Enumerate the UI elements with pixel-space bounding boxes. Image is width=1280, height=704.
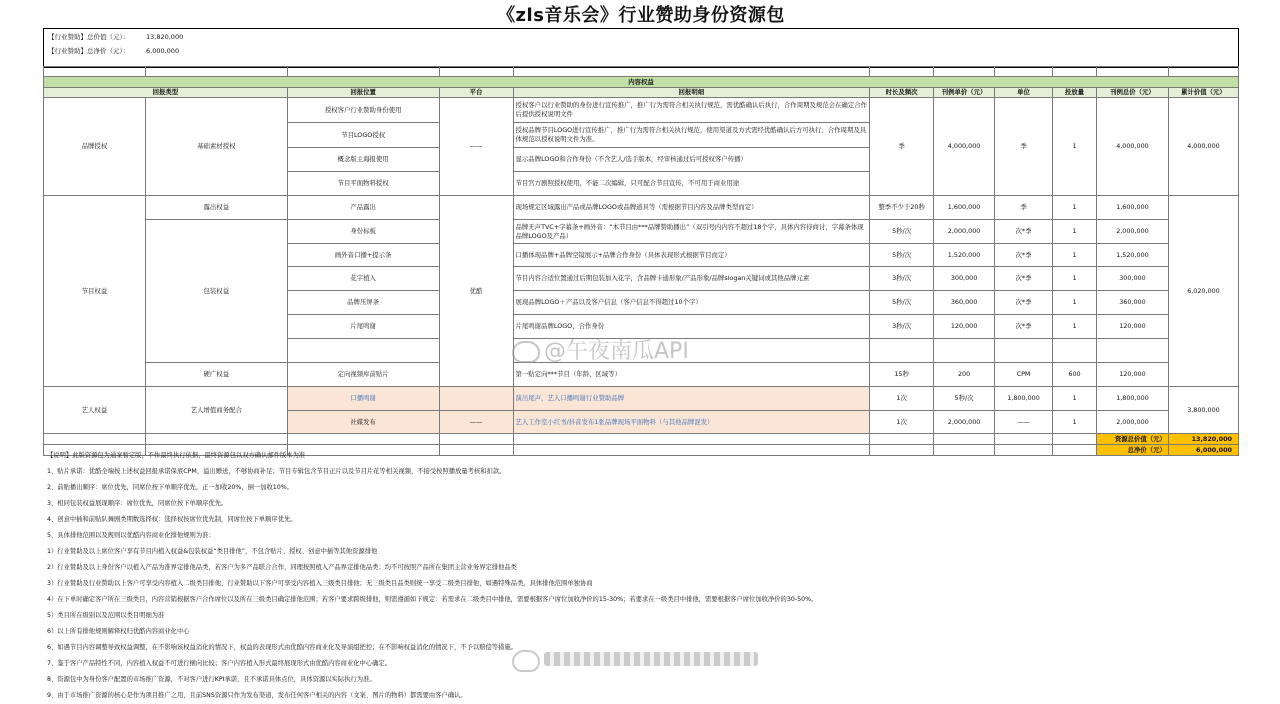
unit: 次*季	[995, 267, 1053, 291]
header-detail: 回报明细	[513, 88, 870, 98]
summary-net-price	[48, 46, 180, 56]
note-line: 3、相同包装权益展现顺序：席位优先，同席位按下单顺序优先。	[47, 500, 228, 507]
quantity: 1	[1053, 387, 1097, 411]
return-detail: 片尾鸣谢品牌LOGO、合作身份	[513, 315, 870, 339]
unit-price: 4,000,000	[934, 98, 995, 196]
section-title: 内容权益	[44, 77, 1239, 88]
quantity: 1	[1053, 98, 1097, 196]
return-detail: 品牌无声TVC+字幕条+画外音：“本节目由***品牌赞助播出”（双引号内内容不超过18个字，具体内容待商讨，字幕条体现品牌LOGO及产品）	[513, 220, 870, 244]
unit: 次*季	[995, 315, 1053, 339]
blurred-watermark	[512, 648, 760, 670]
return-type: 节目权益	[44, 196, 146, 387]
unit: ——	[995, 411, 1053, 434]
cumulative-value: 4,000,000	[1168, 98, 1238, 196]
net-total-value: 6,000,000	[1168, 445, 1238, 456]
return-subtype: 艺人增值商务配合	[145, 387, 287, 434]
header-row	[44, 88, 1239, 98]
duration: 1次	[870, 411, 934, 434]
return-type: 艺人权益	[44, 387, 146, 434]
total-row	[44, 434, 1239, 445]
return-position	[287, 339, 439, 363]
return-detail: 显示品牌LOGO和合作身份（不含艺人/选手版本，经审核通过后可授权客户传播）	[513, 148, 870, 172]
return-position: 概念版主海报使用	[287, 148, 439, 172]
duration: 3秒/次	[870, 315, 934, 339]
unit-price	[934, 339, 995, 363]
return-subtype: 包装权益	[145, 220, 287, 363]
total-price: 300,000	[1096, 267, 1168, 291]
page-title: 《zls音乐会》行业赞助身份资源包	[497, 5, 785, 26]
return-detail: 第一贴定向***节目（年龄、区域等）	[513, 363, 870, 387]
unit: CPM	[995, 363, 1053, 387]
net-total-label: 总净价（元）	[1096, 445, 1168, 456]
return-subtype: 基础素材授权	[145, 98, 287, 196]
header-unit-price: 刊例单价（元）	[934, 88, 995, 98]
summary-box	[43, 28, 1239, 68]
platform: ——	[439, 98, 513, 196]
table-row	[44, 387, 1239, 411]
quantity: 1	[1053, 220, 1097, 244]
note-line: 6）以上所有排他规则解释权归优酷内容商业化中心	[47, 628, 190, 635]
return-position: 社媒发布	[287, 411, 439, 434]
quantity: 1	[1053, 411, 1097, 434]
note-line: 2、前贴播出顺序：席位优先，同席位按下单顺序优先，正一加收20%，倒一加收10%。	[47, 484, 294, 491]
note-line: 3）行业赞助及行业赞助以上客户可享受内容植入二级类目排他、行业赞助以下客户可享受内容植入三级类目排他；无三级类目品类则统一享受二级类目排他，如遇特殊品类，具体排他范围单独协商	[47, 580, 593, 587]
return-type: 品牌授权	[44, 98, 146, 196]
note-line: 9、由于市场推广资源的核心是作为项目推广之用，且前SNS资源只作为发布渠道，发布任何客户相关的内容（文案、图片的物料）都需要由客户确认。	[47, 692, 467, 699]
duration: 5秒/次	[870, 291, 934, 315]
total-price: 1,800,000	[1096, 387, 1168, 411]
unit-price: 5秒/次	[934, 387, 995, 411]
header-duration: 时长及频次	[870, 88, 934, 98]
return-position: 花字植入	[287, 267, 439, 291]
header-return-type: 回报类型	[44, 88, 288, 98]
return-position: 口播鸣谢	[287, 387, 439, 411]
note-line: 【说明】此版资源包为通案暂定版，不作最终执行依据，最终资源包以双方确认邮件版本为准	[47, 452, 306, 459]
duration: 3秒/次	[870, 267, 934, 291]
summary-label: 【行业赞助】总净价（元）：	[48, 47, 130, 55]
quantity: 600	[1053, 363, 1097, 387]
unit-price: 300,000	[934, 267, 995, 291]
unit: 次*季	[995, 291, 1053, 315]
header-cumulative: 累计价值（元）	[1168, 88, 1238, 98]
weibo-icon	[512, 650, 540, 672]
platform	[439, 387, 513, 411]
return-subtype: 露出权益	[145, 196, 287, 220]
unit: 1,800,000	[995, 387, 1053, 411]
duration: 季	[870, 98, 934, 196]
quantity: 1	[1053, 315, 1097, 339]
return-position: 授权客户行业赞助身份使用	[287, 98, 439, 123]
header-position: 回报位置	[287, 88, 439, 98]
unit-price: 1,520,000	[934, 244, 995, 267]
return-detail: 口播体现品牌+品牌空镜展示+品牌合作身份（具体表现形式根据节目而定）	[513, 244, 870, 267]
table-row	[44, 196, 1239, 220]
grand-total-label: 资源总价值（元）	[1096, 434, 1168, 445]
total-price: 2,000,000	[1096, 411, 1168, 434]
quantity: 1	[1053, 244, 1097, 267]
return-detail: 展现品牌LOGO＋产品以及客户信息（客户信息不得超过10个字）	[513, 291, 870, 315]
grand-total-value: 13,820,000	[1168, 434, 1238, 445]
header-qty: 投放量	[1053, 88, 1097, 98]
return-detail: 授权客户以行业赞助的身份进行宣传推广，推广行为需符合相关执行规范，需优酷确认后执行，合作周期及规范会在确定合作后提供授权说明文件	[513, 98, 870, 123]
return-detail: 节目内容合适位置通过后期包装加入花字，含品牌卡通形象/产品形象/品牌slogan关键词或其他品牌元素	[513, 267, 870, 291]
duration	[870, 339, 934, 363]
return-position: 节目平面物料授权	[287, 172, 439, 196]
summary-total-value	[48, 32, 184, 42]
duration: 15秒	[870, 363, 934, 387]
unit: 季	[995, 196, 1053, 220]
return-detail: 演出尾声，艺人口播鸣谢行业赞助品牌	[513, 387, 870, 411]
unit-price: 1,600,000	[934, 196, 995, 220]
rights-table	[43, 66, 1239, 456]
table-row	[44, 98, 1239, 123]
header-total: 刊例总价（元）	[1096, 88, 1168, 98]
return-subtype: 硬广权益	[145, 363, 287, 387]
cumulative-value: 3,800,000	[1168, 387, 1238, 434]
table-row	[44, 363, 1239, 387]
unit-price: 200	[934, 363, 995, 387]
return-position: 片尾鸣谢	[287, 315, 439, 339]
quantity: 1	[1053, 196, 1097, 220]
watermark-text: @午夜南瓜API	[544, 339, 689, 364]
return-position: 画外音口播+提示条	[287, 244, 439, 267]
unit	[995, 339, 1053, 363]
total-price: 1,520,000	[1096, 244, 1168, 267]
unit-price: 2,000,000	[934, 220, 995, 244]
total-price: 120,000	[1096, 363, 1168, 387]
total-price: 4,000,000	[1096, 98, 1168, 196]
section-row	[44, 77, 1239, 88]
note-line: 1）行业赞助及以上席位客户享有节目内植入权益&包装权益“类目排他”，不包含贴片、授权、创意中插等其他资源排他	[47, 548, 378, 555]
total-price	[1096, 339, 1168, 363]
note-line: 5、具体排他范围以及规则以优酷内容商业化排他规则为准：	[47, 532, 215, 539]
note-line: 1、贴片承诺：优酷全端按上述权益回报承诺保底CPM，溢出赠送，不够协商补足；节目专辑包含节目正片以及节目片花等相关视频，不接受按照播放量考核和扣款。	[47, 468, 506, 475]
unit: 次*季	[995, 244, 1053, 267]
summary-value: 13,820,000	[146, 33, 184, 41]
cumulative-value: 6,020,000	[1168, 196, 1238, 387]
return-detail: 现场规定区域露出产品或品牌LOGO或品牌道具等（需根据节目内容及品牌类型而定）	[513, 196, 870, 220]
duration: 5秒/次	[870, 244, 934, 267]
unit: 季	[995, 98, 1053, 196]
platform: 优酷	[439, 196, 513, 387]
return-position: 品牌压屏条	[287, 291, 439, 315]
summary-label: 【行业赞助】总价值（元）：	[48, 33, 130, 41]
note-line: 4、创意中插和前贴队舞剧类期数选择权：选择权按席位优先制，同席位按下单顺序优先。	[47, 516, 297, 523]
unit-price: 2,000,000	[934, 411, 995, 434]
note-line: 2）行业赞助及以上身份客户以植入产品为准界定排他品类，若客户为多产品联合合作，同理按照植入产品界定排他品类；均不可按照产品所在集团主营业务界定排他品类	[47, 564, 517, 571]
return-detail: 节目官方剧照授权使用，不能二次编辑，只可配合节目宣传，不可用于商业用途	[513, 172, 870, 196]
unit: 次*季	[995, 220, 1053, 244]
header-platform: 平台	[439, 88, 513, 98]
weibo-watermark	[512, 334, 689, 365]
total-price: 1,600,000	[1096, 196, 1168, 220]
quantity	[1053, 339, 1097, 363]
table-row	[44, 220, 1239, 244]
summary-value: 6,000,000	[146, 47, 180, 55]
duration: 5秒/次	[870, 220, 934, 244]
return-detail: 授权品牌节目LOGO进行宣传推广，推广行为需符合相关执行规范，使用渠道及方式需经优酷确认后方可执行，合作周期及具体规范以授权说明文件为准。	[513, 123, 870, 148]
return-position: 定向视频库前贴片	[287, 363, 439, 387]
quantity: 1	[1053, 291, 1097, 315]
return-detail: 艺人工作室小红书/抖音发布1张品牌现场平面物料（与其他品牌混发）	[513, 411, 870, 434]
header-unit: 单位	[995, 88, 1053, 98]
quantity: 1	[1053, 267, 1097, 291]
return-position: 产品露出	[287, 196, 439, 220]
weibo-icon	[512, 341, 540, 363]
return-position: 节目LOGO授权	[287, 123, 439, 148]
total-price: 360,000	[1096, 291, 1168, 315]
note-line: 8、资源包中为身份客户配置的市场推广资源，不对客户进行KPI承诺，且不承诺具体点位，具体资源以实际执行为准。	[47, 676, 376, 683]
note-line: 6、如遇节目内容调整导致权益调整，在不影响该权益消化的情况下，权益的表现形式由优酷内容商业化及导演组把控；在不影响权益消化的情况下，不予以赔偿等措施。	[47, 644, 517, 651]
duration: 1次	[870, 387, 934, 411]
unit-price: 120,000	[934, 315, 995, 339]
note-line: 4）在下单时确定客户所在三级类目，内容营销根据客户合作席位以及所在三级类目确定排他范围；若客户要求跨级排他，则需遵循如下规定：若需求在二级类目中排他，需要根据客户席位加收净价的15-30%；若要求在一级类目中排他，需要根据客户席位加收净价的30-50%。	[47, 596, 818, 603]
note-line: 7、鉴于客户产品特性不同，内容植入权益不可进行横向比较；客户内容植入形式最终展现形式由优酷内容商业化中心确定。	[47, 660, 392, 667]
blurred-text	[544, 652, 758, 666]
unit-price: 360,000	[934, 291, 995, 315]
blank-row	[44, 67, 1239, 77]
total-price: 2,000,000	[1096, 220, 1168, 244]
total-price: 120,000	[1096, 315, 1168, 339]
note-line: 5）类目所在级别以及范围以类目明细为准	[47, 612, 165, 619]
return-position: 身份标板	[287, 220, 439, 244]
platform: ——	[439, 411, 513, 434]
duration: 整季不少于20秒	[870, 196, 934, 220]
